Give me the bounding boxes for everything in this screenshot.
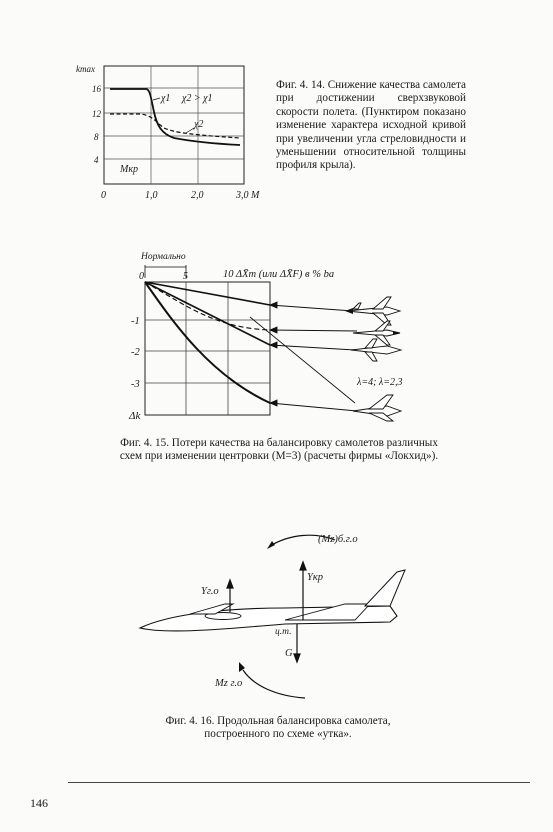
fig16-label-y-kr: Yкр [307,572,324,583]
fig15-xtick: 5 [183,271,188,282]
fig14-label-mkr: Mкр [120,164,139,175]
fig15-lambda-label: λ=4; λ=2,3 [357,377,403,388]
fig16-label-ct: ц.т. [275,627,292,637]
fig15-ytick: -2 [131,347,140,358]
fig15-top-axis-label: 10 ΔX̄т (или ΔX̄F) в % bа [223,269,335,280]
fig14-graph [70,60,270,200]
fig16-label-y-go: Yг.о [201,586,219,597]
fig14-ytick: 8 [94,132,99,142]
fig14-label-chi2: χ2 [194,119,204,130]
fig14-xtick: 1,0 [145,190,158,200]
fig14-xtick: 0 [101,190,106,200]
fig16-caption: Фиг. 4. 16. Продольная балансировка самолета, построенного по схеме «утка». [165,715,391,741]
fig14-xtick: 3,0 M [236,190,260,200]
fig14-y-label: kmax [76,64,95,74]
fig15-ytick: -3 [131,379,140,390]
fig15-graph [125,245,415,425]
footer-rule [68,782,530,783]
fig16-label-g: G [285,648,293,659]
fig15-label-normal: Нормально [141,252,186,262]
fig14-xtick: 2,0 [191,190,204,200]
fig15-ytick: -1 [131,316,140,327]
fig14-ytick: 12 [92,109,101,119]
fig15-xtick: 0 [139,271,144,282]
fig14-caption: Фиг. 4. 14. Снижение качества самолета при достижении сверхзвуковой скорости полета. (Пунктиром показано изменение характера исходной кривой при увеличении угла стреловидности и уменьшении относительной толщины профиля крыла). [276,79,466,172]
fig15-caption: Фиг. 4. 15. Потери качества на балансировку самолетов различных схем при изменении центровки (M=3) (расчеты фирмы «Локхид»). [119,437,439,463]
fig16-diagram [135,520,420,700]
fig16-label-mz-bgo: (Mz)б.г.о [318,534,358,545]
fig16-label-mz-go: Mz г.о [215,678,243,689]
fig14-label-chi1: χ1 [161,93,171,104]
fig14-ytick: 4 [94,155,99,165]
fig14-label-chi-compare: χ2 > χ1 [182,93,213,104]
page-number: 146 [30,796,48,810]
fig15-y-axis-label: Δk [129,410,141,422]
fig14-ytick: 16 [92,84,101,94]
